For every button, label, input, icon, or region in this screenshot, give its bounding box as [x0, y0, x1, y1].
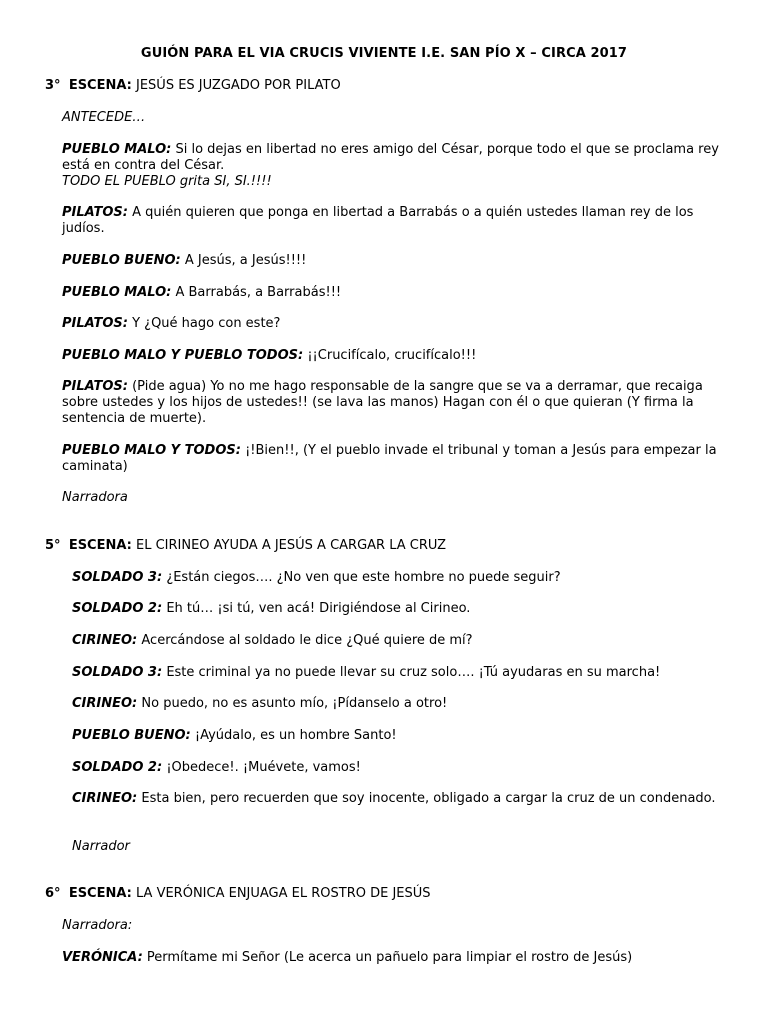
scene-title: EL CIRINEO AYUDA A JESÚS A CARGAR LA CRUZ: [136, 538, 447, 553]
speaker-name: PUEBLO BUENO:: [72, 728, 191, 743]
speaker-name: PUEBLO MALO Y TODOS:: [62, 443, 241, 458]
dialogue-line: [62, 348, 722, 364]
scene-3-heading: [45, 78, 745, 94]
document-title: GUIÓN PARA EL VIA CRUCIS VIVIENTE I.E. SAN PÍO X – CIRCA 2017: [140, 46, 628, 61]
scene-number: 3°: [45, 78, 61, 93]
dialogue-text: Este criminal ya no puede llevar su cruz solo…. ¡Tú ayudaras en su marcha!: [166, 665, 661, 680]
speaker-name: SOLDADO 2:: [72, 760, 163, 775]
speaker-name: VERÓNICA:: [62, 950, 143, 965]
dialogue-text: (Pide agua) Yo no me hago responsable de la sangre que se va a derramar, que recaiga sobre ustedes y los hijos de ustedes!! (se lava las manos) Hagan con él o que quieran (Y firma la sentencia de muerte).: [62, 379, 703, 426]
narrator-cue: Narrador: [72, 839, 130, 854]
dialogue-line: [62, 379, 722, 427]
dialogue-line: [62, 950, 722, 966]
speaker-name: PUEBLO MALO:: [62, 142, 172, 157]
dialogue-text: ¡Ayúdalo, es un hombre Santo!: [194, 728, 397, 743]
dialogue-line: [72, 570, 722, 586]
dialogue-line: [62, 205, 722, 237]
speaker-name: SOLDADO 2:: [72, 601, 163, 616]
dialogue-line: [72, 696, 722, 712]
scene-title: LA VERÓNICA ENJUAGA EL ROSTRO DE JESÚS: [136, 886, 431, 901]
speaker-name: PUEBLO MALO:: [62, 285, 172, 300]
speaker-name: PUEBLO MALO Y PUEBLO TODOS:: [62, 348, 304, 363]
speaker-name: PILATOS:: [62, 316, 128, 331]
dialogue-text: Esta bien, pero recuerden que soy inocente, obligado a cargar la cruz de un condenado.: [141, 791, 716, 806]
dialogue-text: ¡!Bien!!, (Y el pueblo invade el tribunal y toman a Jesús para empezar la caminata): [62, 443, 717, 474]
dialogue-text: Eh tú… ¡si tú, ven acá! Dirigiéndose al Cirineo.: [166, 601, 471, 616]
narrator-cue: Narradora: [62, 490, 128, 505]
dialogue-line: [72, 760, 722, 776]
dialogue-line: [62, 443, 722, 475]
dialogue-line: [72, 665, 722, 681]
dialogue-line: [72, 791, 740, 807]
dialogue-text: A Barrabás, a Barrabás!!!: [175, 285, 342, 300]
stage-direction: TODO EL PUEBLO grita SI, SI.!!!!: [62, 174, 272, 189]
speaker-name: PILATOS:: [62, 379, 128, 394]
speaker-name: CIRINEO:: [72, 791, 138, 806]
speaker-name: CIRINEO:: [72, 696, 138, 711]
dialogue-line: [72, 633, 722, 649]
scene-label: ESCENA:: [68, 538, 132, 553]
antecede-note: ANTECEDE…: [62, 110, 146, 125]
scene-label: ESCENA:: [68, 886, 132, 901]
dialogue-line: [72, 601, 722, 617]
dialogue-text: Y ¿Qué hago con este?: [132, 316, 281, 331]
narrator-cue: Narradora:: [62, 918, 133, 933]
dialogue-text: A Jesús, a Jesús!!!!: [184, 253, 307, 268]
dialogue-text: ¿Están ciegos…. ¿No ven que este hombre no puede seguir?: [166, 570, 561, 585]
scene-6-heading: [45, 886, 745, 902]
speaker-name: SOLDADO 3:: [72, 665, 163, 680]
dialogue-text: Acercándose al soldado le dice ¿Qué quiere de mí?: [141, 633, 473, 648]
speaker-name: PUEBLO BUENO:: [62, 253, 181, 268]
dialogue-line: [62, 316, 722, 332]
dialogue-line: [62, 285, 722, 301]
scene-5-heading: [45, 538, 745, 554]
speaker-name: PILATOS:: [62, 205, 128, 220]
scene-title: JESÚS ES JUZGADO POR PILATO: [136, 78, 341, 93]
scene-number: 6°: [45, 886, 61, 901]
dialogue-line: [62, 253, 722, 269]
dialogue-line: [72, 728, 722, 744]
dialogue-text: Permítame mi Señor (Le acerca un pañuelo para limpiar el rostro de Jesús): [146, 950, 633, 965]
dialogue-text: A quién quieren que ponga en libertad a Barrabás o a quién ustedes llaman rey de los judíos.: [62, 205, 694, 236]
dialogue-text: ¡¡Crucifícalo, crucifícalo!!!: [307, 348, 477, 363]
dialogue-text: No puedo, no es asunto mío, ¡Pídanselo a otro!: [141, 696, 448, 711]
dialogue-text: Si lo dejas en libertad no eres amigo del César, porque todo el que se proclama rey está en contra del César.: [62, 142, 719, 173]
scene-number: 5°: [45, 538, 61, 553]
dialogue-text: ¡Obedece!. ¡Muévete, vamos!: [166, 760, 361, 775]
speaker-name: CIRINEO:: [72, 633, 138, 648]
scene-label: ESCENA:: [68, 78, 132, 93]
speaker-name: SOLDADO 3:: [72, 570, 163, 585]
dialogue-line: [62, 142, 722, 174]
